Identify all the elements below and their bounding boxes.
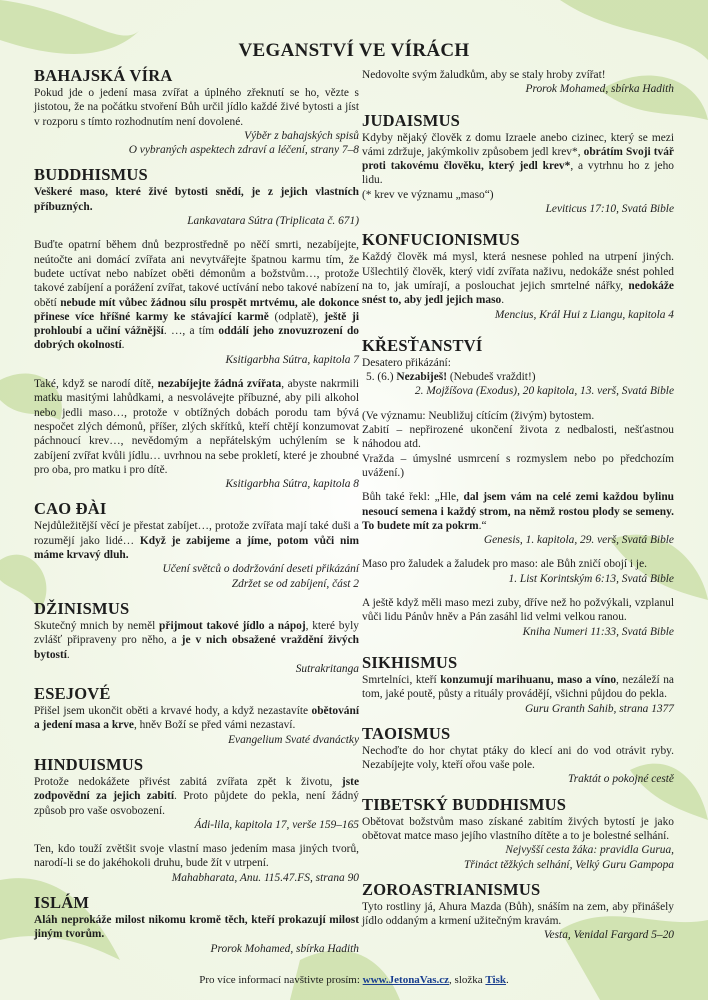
quote-emphasis: jste zodpovědní za jejich zabití [34,775,359,803]
section-taoismus [362,724,674,787]
quote [362,673,674,702]
source: Evangelium Svaté dvanáctky [228,733,359,746]
section-heading: TIBETSKÝ BUDDHISMUS [362,794,567,814]
source: Leviticus 17:10, Svatá Bible [545,203,674,216]
quote-text: Přišel jsem ukončit oběti a krvavé hody, a když nezastavíte [34,705,312,718]
quote: Zabití – nepřirozené ukončení života z nedbalosti, nešťastnou náhodou atd. [362,424,674,451]
page-title: VEGANSTVÍ VE VÍRÁCH [238,40,470,61]
quote: (Ve významu: Neubližuj cítícím (živým) bytostem. [362,409,595,422]
quote-text: . [66,648,70,661]
source: Kniha Numeri 11:33, Svatá Bible [522,625,674,638]
source: Guru Granth Sahib, strana 1377 [524,702,674,715]
source: O vybraných aspektech zdraví a léčení, strany 7–8 [128,144,359,157]
quote [362,370,674,384]
source: Zdržet se od zabíjení, část 2 [231,577,359,590]
quote [34,775,359,818]
quote-text: Buďte opatrní během dnů bezprostředně po něčí smrti, nezabíjejte, neútočte ani domácí zvířata ani nevytvářejte špatnou karmu tím, že budete uctívat nebo nabízet oběti démonům a božstvům…, protože takové zabíjení a porážení zvířat, takové uctívání nebo takové nabízení obětí [34,239,359,309]
footer-text: Pro více informací navštivte prosím: [199,974,363,986]
quote [34,704,359,733]
quote [34,913,359,942]
quote [34,238,359,352]
quote-text: Bůh také řekl: „Hle, [362,491,464,504]
source: Ksitigarbha Sútra, kapitola 8 [225,478,359,491]
footer [0,974,708,986]
quote-text: (Nebudeš vraždit!) [446,371,536,384]
section-dzinismus [34,599,359,676]
source: Učení světců o dodržování deseti přikázání [162,563,359,576]
section-cao-dai [34,499,359,590]
quote: Nedovolte svým žaludkům, aby se staly hroby zvířat! [362,69,606,81]
footer-text: , složka [449,974,486,986]
source: Prorok Mohamed, sbírka Hadith [525,83,674,96]
source: Mahabharata, Anu. 115.47.FS, strana 90 [171,871,359,884]
section-heading: KONFUCIONISMUS [362,230,520,250]
quote [362,131,674,188]
quote-emphasis: je v nich obsažené vraždění živých bytostí [34,634,359,661]
quote-text: 5. (6.) [366,371,397,384]
quote-emphasis: dal jsem vám na celé zemi každou bylinu nesoucí semena i každý strom, na němž rostou plody se semeny. To budete mít za pokrm [362,491,674,532]
quote-emphasis: Když je zabijeme a jíme, potom vůči nim máme krvavý dluh. [34,534,359,562]
quote-emphasis: oddálí jeho znovuzrození do dobrých okolností [34,325,359,352]
section-konfucionismus [362,230,674,321]
section-heading: DŽINISMUS [34,598,130,618]
quote-text: .“ [478,519,487,532]
quote-text: Skutečný mnich by neměl [34,619,160,632]
source: Ksitigarbha Sútra, kapitola 7 [225,353,359,366]
website-link[interactable]: www.JetonaVas.cz [362,974,450,986]
source: Sutrakritanga [295,662,359,675]
section-esejove [34,684,359,747]
source: Ádi-lila, kapitola 17, verše 159–165 [194,818,359,831]
quote-emphasis: obrátím Svoji tvář proti takovému člověku, který jedl krev* [362,145,674,173]
quote: Obětovat božstvům maso získané zabitím živých bytostí je jako obětovat matce maso jejího vlastního dítěte a to je bolestné selhání. [362,815,674,842]
quote [34,619,359,662]
quote-emphasis: obětování a jedení masa a krve [34,705,359,732]
quote-text: Nejdůležitější věcí je přestat zabíjet…, protože zvířata mají také duši a rozumějí jako lidé… [34,520,359,547]
quote-text: . Proto půjdete do pekla, není žádný způsob pro vaše osvobození. [34,790,359,817]
source: Lankavatara Sútra (Triplicata č. 671) [187,215,359,228]
section-buddhismus [34,165,359,491]
quote-emphasis: nedokáže snést to, aby jedl jejich maso [362,279,674,307]
section-krestanstvi [362,336,674,639]
note: (* krev ve významu „maso“) [362,188,494,201]
section-tibetsky-buddhismus [362,795,674,872]
quote-text: . …, a tím [163,325,219,338]
section-heading: CAO ĐÀI [34,499,107,519]
quote-text: , abyste nakrmili matku masitými lahůdkami, a nesvolávejte příbuzné, aby pili alkohol nebo jedli maso…, protože v obtížných dobách porodu tam bývá nespočet zlých démonů, příšer, zlých skřítků, kteří chtějí konzumovat páchnoucí krev…, nevědomým a nepřátelským uchýlením se k zabíjení zvířat kvůli jídlu… uvrhnou na sebe prokletí, které je zhoubné pro oba, pro matku i pro dítě. [34,378,359,476]
quote-emphasis: nebude mít vůbec žádnou sílu prospět mrtvému, ale dokonce přinese více hříšné karmy ke stávající karmě [34,296,360,323]
right-column [362,68,674,951]
source: 1. List Korintským 6:13, Svatá Bible [508,572,674,585]
quote-text: . [501,294,505,307]
quote [362,250,674,307]
quote-emphasis: Nezabiješ! [396,371,447,384]
quote-emphasis: konzumují marihuanu, maso a víno [440,673,617,686]
section-heading: KŘESŤANSTVÍ [362,335,483,355]
quote-text: (odplatě), [268,310,325,323]
section-hinduismus [34,755,359,885]
quote-emphasis: nezabíjejte žádná zvířata [157,378,282,391]
quote: Vražda – úmyslné usmrcení s rozmyslem nebo po předchozím uvážení.) [362,452,674,479]
section-heading: JUDAISMUS [362,110,461,130]
quote-text: , hněv Boží se před vámi nezastaví. [133,719,296,732]
section-heading: ISLÁM [34,893,90,913]
left-column [34,66,359,964]
quote-emphasis: přijmout takové jídlo a nápoj [159,619,306,632]
quote-text: , a vytrhnu ho z jeho lidu. [362,160,674,187]
source: Výběr z bahajských spisů [244,129,359,142]
quote-text: Také, když se narodí dítě, [34,378,158,391]
source: 2. Mojžíšova (Exodus), 20 kapitola, 13. verš, Svatá Bible [414,385,674,398]
section-judaismus [362,111,674,217]
quote [34,185,359,214]
quote: Pokud jde o jedení masa zvířat a úplného zřeknutí se ho, vězte s jistotou, že na počátku stvoření Bůh určil jídlo každé živé bytosti a jíst v rozporu s tímto rozhodnutím není dovolené. [34,87,359,128]
quote-emphasis: Veškeré maso, které živé bytosti snědí, je z jejich vlastních příbuzných. [34,186,359,213]
quote-text: , které byly zvlášť připraveny pro něho, a [34,619,359,647]
quote: A ještě když měli maso mezi zuby, dříve než ho požvýkali, vzplanul vůči lidu Pánův hněv a Pán zasáhl lid velmi velkou ranou. [362,597,674,624]
quote-text: Kdyby nějaký člověk z domu Izraele anebo cizinec, který se mezi vámi zdržuje, jakýmkoliv způsobem jedl krev*, [362,131,674,158]
section-heading: BUDDHISMUS [34,165,148,185]
quote-text: . [121,339,125,352]
quote [362,490,674,533]
quote: Desatero přikázání: [362,356,451,369]
quote: Ten, kdo touží zvětšit svoje vlastní maso jedením masa jiných tvorů, narodí-li se do jakéhokoli druhu, bude žít v utrpení. [34,843,359,870]
quote [34,519,359,562]
source: Prorok Mohamed, sbírka Hadith [210,942,359,955]
section-zoroastrianismus [362,880,674,943]
footer-text: . [506,974,509,986]
source: Třináct těžkých selhání, Velký Guru Gampopa [463,858,674,871]
section-heading: ZOROASTRIANISMUS [362,879,541,899]
quote [34,377,359,477]
source: Genesis, 1. kapitola, 29. verš, Svatá Bible [483,534,674,547]
source: Nejvyšší cesta žáka: pravidla Gurua, [505,844,674,857]
quote: Nechoďte do hor chytat ptáky do klecí ani do vod otrávit ryby. Nezabíjejte voly, kteří ořou vaše pole. [362,744,674,772]
quote-text: , nezáleží na tom, jaké poutě, půsty a rituály provádějí, všichni půjdou do pekla. [362,673,674,701]
section-heading: ESEJOVÉ [34,684,111,704]
quote-text: Protože nedokážete přivést zabitá zvířata zpět k životu, [34,775,342,788]
section-heading: TAOISMUS [362,723,451,743]
section-heading: SIKHISMUS [362,652,458,672]
quote: Maso pro žaludek a žaludek pro maso: ale Bůh zničí obojí i je. [362,558,647,571]
quote-text: Každý člověk má mysl, která nesnese pohled na utrpení jiných. Ušlechtilý člověk, který vidí zvířata naživu, nedokáže snést pohled na to, jak umírají, a poslouchat jejich smrtelné nářky, [362,251,674,292]
section-heading: BAHAJSKÁ VÍRA [34,66,173,85]
quote-emphasis: Aláh neprokáže milost nikomu kromě těch, kteří prokazují milost jiným tvorům. [34,914,359,941]
source: Traktát o pokojné cestě [568,773,674,786]
section-sikhismus [362,653,674,716]
quote-text: Smrtelníci, kteří [362,673,441,686]
source: Vesta, Venidal Fargard 5–20 [543,929,674,942]
section-islam [34,893,359,956]
source: Mencius, Král Hui z Liangu, kapitola 4 [494,308,674,321]
section-heading: HINDUISMUS [34,754,144,774]
print-folder-link[interactable]: Tisk [485,974,506,986]
section-bahaj [34,66,359,157]
section-islam-continued [362,68,674,97]
quote-emphasis: ještě ji prohloubí a učiní vážnější [34,310,360,338]
quote: Tyto rostliny já, Ahura Mazda (Bůh), snáším na zem, aby přinášely jídlo oddaným a krmení užitečným kravám. [362,900,674,928]
